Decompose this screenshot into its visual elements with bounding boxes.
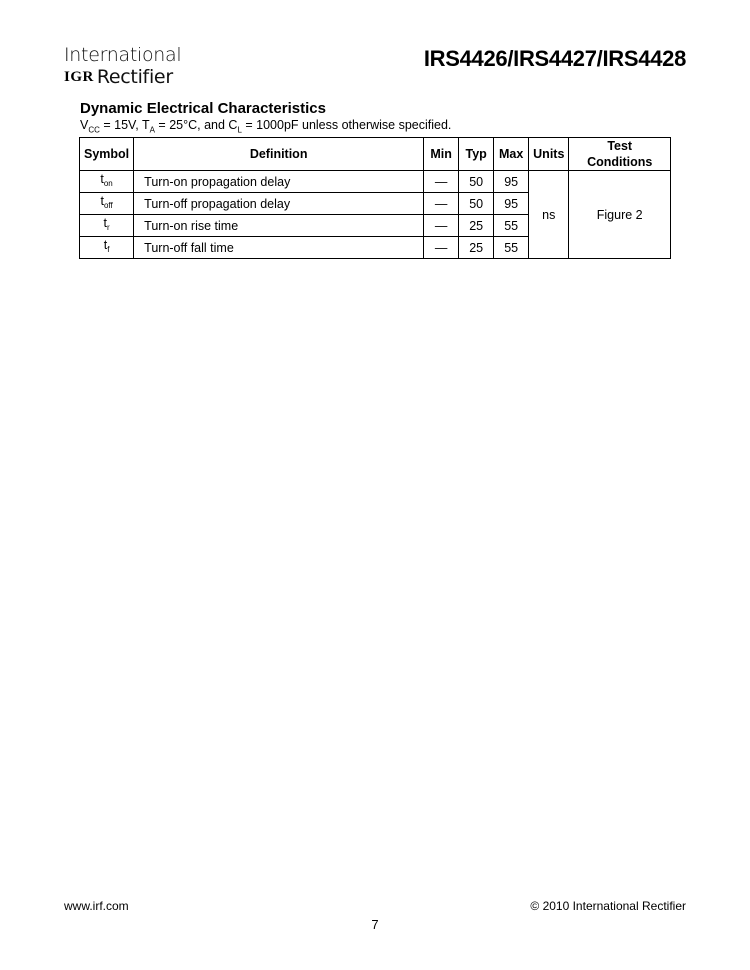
footer-copyright: © 2010 International Rectifier xyxy=(530,899,686,913)
footer-url: www.irf.com xyxy=(64,899,129,913)
document-title: IRS4426/IRS4427/IRS4428 xyxy=(423,46,686,71)
header-typ: Typ xyxy=(459,138,494,171)
definition-cell: Turn-off fall time xyxy=(134,237,424,259)
typ-cell: 25 xyxy=(459,215,494,237)
symbol-subscript: off xyxy=(103,201,113,210)
ior-logo-icon: IGR xyxy=(64,69,94,85)
min-cell: — xyxy=(424,193,459,215)
vcc-text: = 15V, xyxy=(99,118,142,132)
max-cell: 95 xyxy=(494,171,529,193)
logo-text-rectifier: Rectifier xyxy=(96,66,173,88)
header-min: Min xyxy=(424,138,459,171)
cl-symbol: C xyxy=(228,118,238,132)
header-units: Units xyxy=(529,138,569,171)
table-row xyxy=(80,171,671,193)
typ-cell: 25 xyxy=(459,237,494,259)
symbol-cell xyxy=(80,237,134,259)
max-cell: 95 xyxy=(494,193,529,215)
vcc-symbol: V xyxy=(80,118,89,132)
section-heading: Dynamic Electrical Characteristics xyxy=(80,100,326,117)
cl-text: = 1000pF unless otherwise specified. xyxy=(241,118,452,132)
symbol-subscript: r xyxy=(106,223,110,232)
header-test-conditions: Test Conditions xyxy=(569,138,671,171)
ta-text: = 25°C, and xyxy=(154,118,229,132)
definition-cell: Turn-on propagation delay xyxy=(134,171,424,193)
symbol-cell xyxy=(80,215,134,237)
definition-cell: Turn-on rise time xyxy=(134,215,424,237)
company-logo xyxy=(64,44,181,87)
page-number: 7 xyxy=(371,917,379,932)
logo-text-international: International xyxy=(64,44,182,66)
cl-subscript: L xyxy=(237,125,242,135)
logo-line-rectifier xyxy=(64,67,181,87)
max-cell: 55 xyxy=(494,237,529,259)
header-definition: Definition xyxy=(134,138,424,171)
min-cell: — xyxy=(424,215,459,237)
symbol-base: t xyxy=(100,172,104,186)
symbol-cell xyxy=(80,171,134,193)
symbol-subscript: f xyxy=(107,245,110,254)
ta-subscript: A xyxy=(149,125,155,135)
symbol-base: t xyxy=(100,194,104,208)
ta-symbol: T xyxy=(141,118,150,132)
header-max: Max xyxy=(494,138,529,171)
units-cell: ns xyxy=(529,171,569,259)
symbol-base: t xyxy=(103,238,108,252)
typ-cell: 50 xyxy=(459,171,494,193)
typ-cell: 50 xyxy=(459,193,494,215)
dynamic-characteristics-table xyxy=(79,137,671,259)
symbol-base: t xyxy=(103,216,107,230)
symbol-cell xyxy=(80,193,134,215)
vcc-subscript: CC xyxy=(88,125,100,135)
test-conditions-cell: Figure 2 xyxy=(569,171,671,259)
min-cell: — xyxy=(424,171,459,193)
symbol-subscript: on xyxy=(103,179,113,188)
definition-cell: Turn-off propagation delay xyxy=(134,193,424,215)
table-header-row xyxy=(80,138,671,171)
max-cell: 55 xyxy=(494,215,529,237)
test-conditions-note xyxy=(80,118,451,135)
header-symbol: Symbol xyxy=(80,138,134,171)
min-cell: — xyxy=(424,237,459,259)
